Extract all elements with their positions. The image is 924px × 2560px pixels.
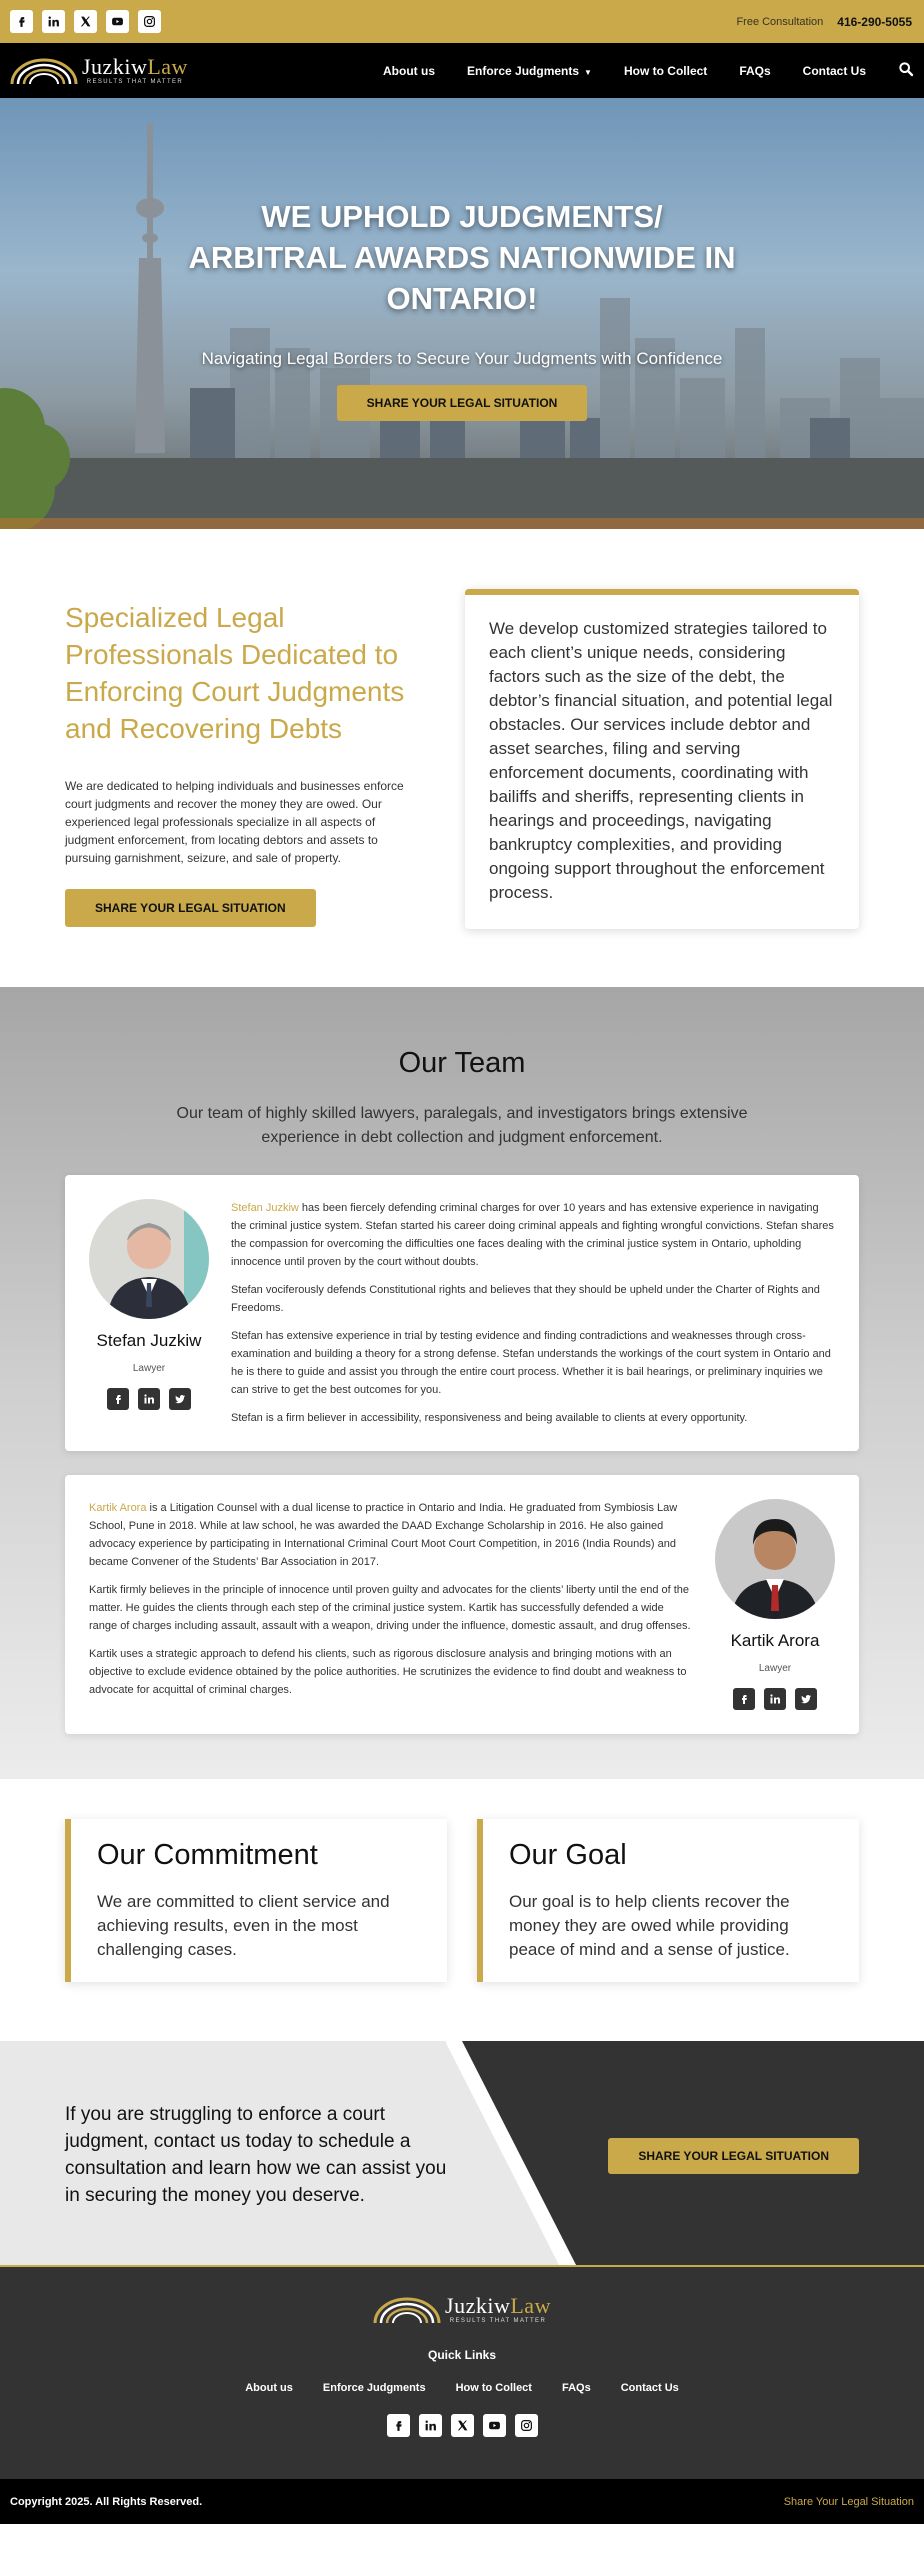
footer-social-links (0, 2414, 924, 2437)
avatar (89, 1199, 209, 1319)
commitment-goal-section (0, 1779, 924, 2041)
footer-logo[interactable]: JuzkiwLaw RESULTS THAT MATTER (0, 2295, 924, 2324)
facebook-icon[interactable] (733, 1688, 755, 1710)
team-heading: Our Team (398, 1047, 526, 1079)
nav-item-enforce-judgments[interactable]: Enforce Judgments ▼ (467, 63, 592, 78)
x-icon[interactable] (451, 2414, 474, 2437)
cta-share-button[interactable]: SHARE YOUR LEGAL SITUATION (608, 2138, 859, 2174)
team-intro: Our team of highly skilled lawyers, paralegals, and investigators brings extensive experience in debt collection and judgment enforcement. (176, 1105, 748, 1146)
hero-banner (0, 98, 924, 529)
logo-arc-icon (10, 57, 78, 85)
footer-link-faqs[interactable]: FAQs (561, 2382, 591, 2394)
twitter-icon[interactable] (795, 1688, 817, 1710)
footer-links (0, 2382, 924, 2394)
nav-item-faqs[interactable]: FAQs (739, 63, 771, 78)
commitment-heading: Our Commitment (97, 1839, 318, 1871)
copyright-bar (0, 2479, 924, 2524)
team-member-bio: Stefan Juzkiw has been fiercely defending criminal charges for over 10 years and has extensive experience in navigating the criminal justice system. Stefan started his career doing criminal appeals and fighting wrongful convictions. Stefan shares the compassion for overcoming the difficulties one faces dealing with the criminal justice system in Ontario, upholding innocence until proven by the court without doubts. Stefan vociferously defends Constitutional rights and believes that they should be upheld under the Charter of Rights and Freedoms. Stefan has extensive experience in trial by testing evidence and finding contradictions and weaknesses through cross-examination and building a theory for a strong defense. Stefan understands the workings of the court system in Ontario and he is there to guide and assist you through the entire court process. Whether it is bail hearings, or preliminary inquiries we can strive to get the best outcomes for you. Stefan is a firm believer in accessibility, responsiveness and being available to clients at every opportunity. (231, 1202, 834, 1424)
nav-menu (383, 61, 914, 80)
facebook-icon[interactable] (387, 2414, 410, 2437)
team-member-link[interactable]: Kartik Arora (89, 1502, 147, 1514)
team-section (0, 987, 924, 1779)
x-icon[interactable] (74, 10, 97, 33)
hero-title: WE UPHOLD JUDGMENTS/ ARBITRAL AWARDS NATIONWIDE IN ONTARIO! (188, 199, 736, 316)
team-member-card (65, 1475, 859, 1734)
facebook-icon[interactable] (10, 10, 33, 33)
team-member-role: Lawyer (758, 1663, 792, 1674)
top-bar (0, 0, 924, 43)
linkedin-icon[interactable] (764, 1688, 786, 1710)
nav-item-how-to-collect[interactable]: How to Collect (623, 63, 708, 78)
phone-link[interactable]: 416-290-5055 (837, 14, 912, 29)
hero-share-button[interactable]: SHARE YOUR LEGAL SITUATION (337, 385, 588, 421)
youtube-icon[interactable] (483, 2414, 506, 2437)
logo-tagline: RESULTS THAT MATTER (86, 79, 184, 85)
free-consultation-label: Free Consultation (736, 15, 824, 28)
site-logo[interactable] (10, 56, 188, 85)
goal-body: Our goal is to help clients recover the money they are owed while providing peace of mind and a sense of justice. (509, 1892, 790, 1959)
linkedin-icon[interactable] (42, 10, 65, 33)
youtube-icon[interactable] (106, 10, 129, 33)
strategy-card: We develop customized strategies tailored to each client’s unique needs, considering factors such as the size of the debt, the debtor’s financial situation, and potential legal obstacles. Our services include debtor and asset searches, filing and serving enforcement documents, coordinating with bailiffs and sheriffs, representing clients in hearings and proceedings, navigating bankruptcy complexities, and providing ongoing support throughout the enforcement process. (465, 589, 859, 929)
specialized-section (0, 529, 924, 987)
team-member-bio: Kartik Arora is a Litigation Counsel with a dual license to practice in Ontario and India. He graduated from Symbiosis Law School, Pune in 2018. While at law school, he was awarded the DAAD Exchange Scholarship in 2016. He also gained advocacy experience by participating in International Criminal Court Moot Court Competition, in 2016 (India Rounds) and became Convener of the Students’ Bar Association in 2017. Kartik firmly believes in the principle of innocence until proven guilty and advocates for the clients’ liberty until the end of the matter. He guides the clients through each step of the criminal justice system. Kartik has successfully defended a wide range of charges including assault, assault with a weapon, driving under the influence, domestic assault, and drug offenses. Kartik uses a strategic approach to defend his clients, such as rigorous disclosure analysis and bringing motions with an objective to exclude evidence obtained by the police authorities. He scrutinizes the evidence to find doubt and weakness to advocate for acquittal of criminal charges. (89, 1502, 691, 1696)
specialized-heading: Specialized Legal Professionals Dedicated to Enforcing Court Judgments and Recovering Debts (65, 602, 405, 744)
avatar (715, 1499, 835, 1619)
footer-link-about[interactable]: About us (245, 2382, 293, 2394)
commitment-card (65, 1819, 447, 1982)
chevron-down-icon: ▼ (584, 67, 592, 77)
commitment-body: We are committed to client service and achieving results, even in the most challenging cases. (97, 1892, 390, 1959)
nav-item-contact[interactable]: Contact Us (802, 63, 866, 78)
linkedin-icon[interactable] (138, 1388, 160, 1410)
logo-name-gold: Law (147, 54, 188, 79)
team-member-name: Stefan Juzkiw (96, 1331, 202, 1350)
logo-arc-icon (373, 2296, 441, 2324)
team-member-link[interactable]: Stefan Juzkiw (231, 1202, 299, 1214)
team-member-card (65, 1175, 859, 1451)
team-member-socials (715, 1688, 835, 1710)
footer-link-contact[interactable]: Contact Us (620, 2382, 679, 2394)
main-navigation (0, 43, 924, 98)
footer-link-enforce-judgments[interactable]: Enforce Judgments (322, 2382, 426, 2394)
cta-text: If you are struggling to enforce a court judgment, contact us today to schedule a consultation and learn how we can assist you in securing the money you deserve. (65, 2104, 447, 2206)
top-social-links (10, 10, 161, 33)
specialized-share-button[interactable]: SHARE YOUR LEGAL SITUATION (65, 889, 316, 927)
facebook-icon[interactable] (107, 1388, 129, 1410)
goal-card (477, 1819, 859, 1982)
footer (0, 2265, 924, 2479)
nav-item-about[interactable]: About us (383, 63, 436, 78)
linkedin-icon[interactable] (419, 2414, 442, 2437)
instagram-icon[interactable] (515, 2414, 538, 2437)
twitter-icon[interactable] (169, 1388, 191, 1410)
team-member-socials (89, 1388, 209, 1410)
footer-link-how-to-collect[interactable]: How to Collect (455, 2382, 532, 2394)
top-contact (736, 15, 912, 29)
footer-share-link[interactable]: Share Your Legal Situation (783, 2495, 914, 2508)
specialized-body: We are dedicated to helping individuals and businesses enforce court judgments and recover the money they are owed. Our experienced legal professionals specialize in all aspects of judgment enforcement, from locating debtors and assets to pursuing garnishment, seizure, and sale of property. (65, 779, 404, 865)
cta-section (0, 2041, 924, 2265)
copyright-text: Copyright 2025. All Rights Reserved. (10, 2495, 203, 2508)
hero-subtitle: Navigating Legal Borders to Secure Your Judgments with Confidence (201, 349, 723, 368)
instagram-icon[interactable] (138, 10, 161, 33)
search-icon[interactable] (898, 61, 914, 80)
team-member-role: Lawyer (132, 1363, 166, 1374)
quick-links-heading: Quick Links (427, 2348, 497, 2362)
logo-name: Juzkiw (82, 54, 148, 79)
goal-heading: Our Goal (509, 1839, 627, 1871)
team-member-name: Kartik Arora (730, 1631, 820, 1650)
